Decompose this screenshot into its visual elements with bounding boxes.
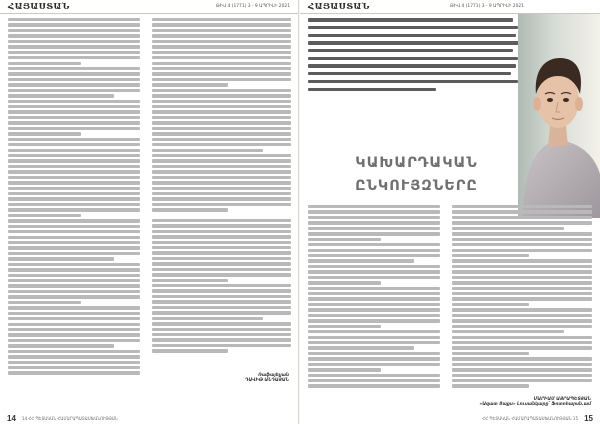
- text-line: [152, 159, 291, 162]
- text-line: [152, 149, 263, 152]
- text-line: [308, 319, 440, 322]
- text-line: [452, 374, 592, 377]
- text-line: [152, 224, 291, 227]
- text-line: [152, 311, 291, 314]
- text-line: [452, 325, 592, 328]
- text-line: [8, 241, 140, 244]
- text-line: [8, 187, 140, 190]
- text-line: [152, 72, 291, 75]
- text-line: [8, 214, 81, 217]
- text-line: [452, 216, 592, 219]
- left-article-signature: [245, 372, 289, 383]
- headline-line-1: ԿԱԽԱՐԴԱԿԱՆ: [355, 155, 478, 171]
- text-line: [152, 246, 291, 249]
- text-line: [8, 176, 140, 179]
- text-line: [152, 338, 291, 341]
- text-line: [308, 384, 440, 387]
- right-article-signature: [480, 396, 591, 407]
- intro-line: [308, 86, 522, 94]
- text-line: [452, 292, 592, 295]
- text-line: [308, 341, 440, 344]
- text-line: [452, 249, 592, 252]
- text-line: [452, 357, 592, 360]
- text-line: [152, 100, 291, 103]
- text-line: [152, 306, 291, 309]
- intro-line: [308, 40, 522, 48]
- text-line: [8, 23, 140, 26]
- text-line: [8, 252, 140, 255]
- text-line: [308, 374, 440, 377]
- intro-text-bar: [308, 80, 518, 83]
- text-line: [308, 314, 440, 317]
- text-line: [452, 238, 592, 241]
- text-line: [8, 34, 140, 37]
- text-line: [452, 297, 592, 300]
- text-line: [8, 116, 140, 119]
- text-line: [152, 23, 291, 26]
- text-line: [8, 268, 140, 271]
- text-line: [152, 51, 291, 54]
- left-issue-line: ԹԻՎ 4 (1771) 3 - 9 ԱՊՐԻԼԻ 2021: [216, 4, 290, 9]
- text-line: [8, 246, 140, 249]
- text-line: [8, 56, 140, 59]
- text-line: [8, 350, 140, 353]
- text-line: [152, 116, 291, 119]
- text-line: [308, 368, 381, 371]
- text-line: [8, 339, 140, 342]
- text-line: [152, 300, 291, 303]
- text-line: [308, 297, 440, 300]
- text-line: [452, 232, 592, 235]
- intro-line: [308, 17, 522, 25]
- right-page-footer: [300, 414, 600, 424]
- text-line: [452, 336, 592, 339]
- text-line: [8, 62, 81, 65]
- text-line: [152, 251, 291, 254]
- text-line: [8, 323, 140, 326]
- text-line: [8, 197, 140, 200]
- text-line: [452, 270, 592, 273]
- text-line: [8, 317, 140, 320]
- headline-line-2: ԸՆԿՈՒՅԶՆԵՐԸ: [355, 178, 478, 194]
- right-column-2: [452, 205, 592, 390]
- text-line: [8, 295, 140, 298]
- text-line: [8, 203, 140, 206]
- text-line: [8, 208, 140, 211]
- text-line: [308, 379, 440, 382]
- text-line: [152, 203, 291, 206]
- text-line: [8, 290, 140, 293]
- left-page-header: [0, 0, 298, 14]
- text-line: [8, 78, 140, 81]
- text-line: [152, 262, 291, 265]
- intro-line: [308, 48, 522, 56]
- text-line: [152, 94, 291, 97]
- text-line: [152, 132, 291, 135]
- text-line: [308, 346, 414, 349]
- text-line: [308, 210, 440, 213]
- right-issue-line: ԹԻՎ 4 (1771) 3 - 9 ԱՊՐԻԼԻ 2021: [450, 4, 524, 9]
- right-footer-text: ՀՀ ՊԵՏԱԿԱՆ ՀԱՄԱՐԱՊԱՏԱՍԽԱՆՈՒԹՅԱՆ 15: [482, 416, 578, 421]
- text-line: [8, 181, 140, 184]
- text-line: [152, 344, 291, 347]
- text-line: [308, 303, 440, 306]
- text-line: [152, 62, 291, 65]
- text-line: [308, 287, 440, 290]
- text-line: [8, 94, 114, 97]
- text-line: [8, 132, 81, 135]
- text-line: [8, 18, 140, 21]
- text-line: [8, 138, 140, 141]
- text-line: [152, 289, 291, 292]
- text-line: [8, 371, 140, 374]
- left-footer-text: 14 ՀՀ ՊԵՏԱԿԱՆ ՀԱՄԱՐԱՊԱՏԱՍԽԱՆՈՒԹՅԱՆ: [22, 416, 118, 421]
- text-line: [8, 165, 140, 168]
- text-line: [308, 330, 440, 333]
- text-line: [152, 333, 291, 336]
- text-line: [8, 274, 140, 277]
- text-line: [8, 225, 140, 228]
- text-line: [452, 346, 592, 349]
- left-page: [0, 0, 299, 424]
- text-line: [152, 317, 263, 320]
- text-line: [452, 352, 529, 355]
- text-line: [152, 257, 291, 260]
- text-line: [152, 230, 291, 233]
- text-line: [152, 18, 291, 21]
- text-line: [8, 192, 140, 195]
- text-line: [452, 254, 529, 257]
- right-page-number: 15: [584, 414, 593, 423]
- text-line: [152, 110, 291, 113]
- text-line: [152, 284, 291, 287]
- text-line: [8, 143, 140, 146]
- text-line: [152, 105, 291, 108]
- text-line: [8, 306, 140, 309]
- text-line: [308, 227, 440, 230]
- text-line: [152, 197, 291, 200]
- text-line: [8, 72, 140, 75]
- intro-line: [308, 32, 522, 40]
- text-line: [452, 384, 529, 387]
- intro-text-bar: [308, 57, 518, 60]
- text-line: [308, 292, 440, 295]
- text-line: [8, 89, 140, 92]
- intro-text-bar: [308, 49, 513, 52]
- text-line: [8, 149, 140, 152]
- text-line: [8, 67, 140, 70]
- article-intro-lede: [308, 17, 522, 94]
- text-line: [452, 227, 564, 230]
- text-line: [8, 45, 140, 48]
- intro-line: [308, 71, 522, 79]
- intro-text-bar: [308, 41, 520, 44]
- text-line: [8, 29, 140, 32]
- intro-line: [308, 55, 522, 63]
- text-line: [8, 159, 140, 162]
- left-magazine-logo: ՀԱՅԱՍՏԱՆ: [8, 2, 70, 12]
- text-line: [152, 208, 228, 211]
- text-line: [452, 303, 529, 306]
- boy-portrait-photo: [518, 14, 600, 218]
- right-page-header: [300, 0, 600, 14]
- text-line: [308, 254, 440, 257]
- text-line: [8, 110, 140, 113]
- text-line: [452, 259, 592, 262]
- text-line: [308, 357, 440, 360]
- text-line: [452, 243, 592, 246]
- text-line: [308, 216, 440, 219]
- text-line: [152, 34, 291, 37]
- text-line: [8, 230, 140, 233]
- text-line: [308, 325, 381, 328]
- text-line: [308, 249, 440, 252]
- text-line: [152, 121, 291, 124]
- text-line: [8, 40, 140, 43]
- text-line: [152, 40, 291, 43]
- right-magazine-logo: ՀԱՅԱՍՏԱՆ: [308, 2, 370, 12]
- left-signature-line-2: ԴԱՎԻԹ ԱՆԴԱՅԱՆ: [245, 377, 289, 383]
- text-line: [452, 314, 592, 317]
- text-line: [8, 257, 114, 260]
- right-column-1: [308, 205, 440, 390]
- text-line: [8, 121, 140, 124]
- text-line: [152, 235, 291, 238]
- text-line: [8, 279, 140, 282]
- text-line: [152, 138, 291, 141]
- text-line: [152, 219, 291, 222]
- text-line: [308, 336, 440, 339]
- text-line: [452, 276, 592, 279]
- text-line: [152, 322, 291, 325]
- text-line: [8, 284, 140, 287]
- text-line: [152, 45, 291, 48]
- text-line: [8, 263, 140, 266]
- text-line: [152, 279, 228, 282]
- text-line: [152, 273, 291, 276]
- text-line: [8, 328, 140, 331]
- text-line: [152, 170, 291, 173]
- article-headline: [314, 152, 519, 198]
- left-column-2: [152, 18, 291, 355]
- text-line: [8, 170, 140, 173]
- portrait-illustration: [518, 14, 600, 218]
- intro-text-bar: [308, 88, 436, 91]
- text-line: [452, 265, 592, 268]
- text-line: [8, 344, 114, 347]
- text-line: [152, 165, 291, 168]
- text-line: [452, 308, 592, 311]
- text-line: [152, 154, 291, 157]
- text-line: [452, 341, 592, 344]
- text-line: [152, 295, 291, 298]
- text-line: [308, 276, 440, 279]
- text-line: [8, 301, 81, 304]
- text-line: [308, 221, 440, 224]
- text-line: [308, 205, 440, 208]
- intro-text-bar: [308, 34, 516, 37]
- text-line: [452, 319, 592, 322]
- text-line: [308, 281, 381, 284]
- right-page: [300, 0, 600, 424]
- text-line: [152, 192, 291, 195]
- text-line: [152, 29, 291, 32]
- text-line: [8, 333, 140, 336]
- text-line: [452, 368, 592, 371]
- text-line: [8, 355, 140, 358]
- text-line: [8, 312, 140, 315]
- text-line: [152, 176, 291, 179]
- text-line: [152, 187, 291, 190]
- intro-text-bar: [308, 26, 518, 29]
- text-line: [152, 241, 291, 244]
- text-line: [152, 181, 291, 184]
- text-line: [308, 238, 381, 241]
- text-line: [152, 328, 291, 331]
- text-line: [8, 236, 140, 239]
- text-line: [152, 78, 291, 81]
- text-line: [452, 330, 564, 333]
- text-line: [152, 67, 291, 70]
- text-line: [8, 105, 140, 108]
- left-page-footer: [0, 414, 298, 424]
- text-line: [452, 221, 592, 224]
- text-line: [8, 83, 140, 86]
- intro-text-bar: [308, 64, 516, 67]
- text-line: [308, 265, 440, 268]
- text-line: [8, 361, 140, 364]
- text-line: [452, 210, 592, 213]
- text-line: [308, 232, 440, 235]
- text-line: [8, 366, 140, 369]
- left-column-1: [8, 18, 140, 377]
- text-line: [152, 349, 228, 352]
- right-signature-line-2: «Ազատ Ցաքս» Լուսանկարը՝ Ֆոտոհարսն.ամ: [479, 401, 591, 407]
- text-line: [152, 214, 291, 217]
- text-line: [152, 56, 291, 59]
- text-line: [452, 363, 592, 366]
- intro-line: [308, 25, 522, 33]
- text-line: [8, 51, 140, 54]
- text-line: [452, 281, 592, 284]
- intro-text-bar: [308, 72, 511, 75]
- text-line: [8, 154, 140, 157]
- text-line: [8, 127, 140, 130]
- text-line: [308, 259, 414, 262]
- text-line: [308, 352, 440, 355]
- text-line: [152, 143, 291, 146]
- text-line: [8, 100, 140, 103]
- text-line: [8, 219, 140, 222]
- text-line: [452, 379, 592, 382]
- text-line: [152, 127, 291, 130]
- text-line: [452, 287, 592, 290]
- intro-line: [308, 79, 522, 87]
- left-signature-line-1: Ռաֆայելյան: [258, 372, 289, 377]
- intro-text-bar: [308, 18, 513, 21]
- text-line: [308, 270, 440, 273]
- text-line: [152, 89, 291, 92]
- text-line: [152, 83, 228, 86]
- text-line: [452, 205, 592, 208]
- text-line: [308, 308, 440, 311]
- text-line: [152, 268, 291, 271]
- text-line: [308, 243, 440, 246]
- text-line: [308, 363, 440, 366]
- intro-line: [308, 63, 522, 71]
- left-page-number: 14: [7, 414, 16, 423]
- right-signature-line-1: ՄԱՐԻԱՄ ԱՅՐԱՊԵՏՅԱՆ: [533, 396, 591, 401]
